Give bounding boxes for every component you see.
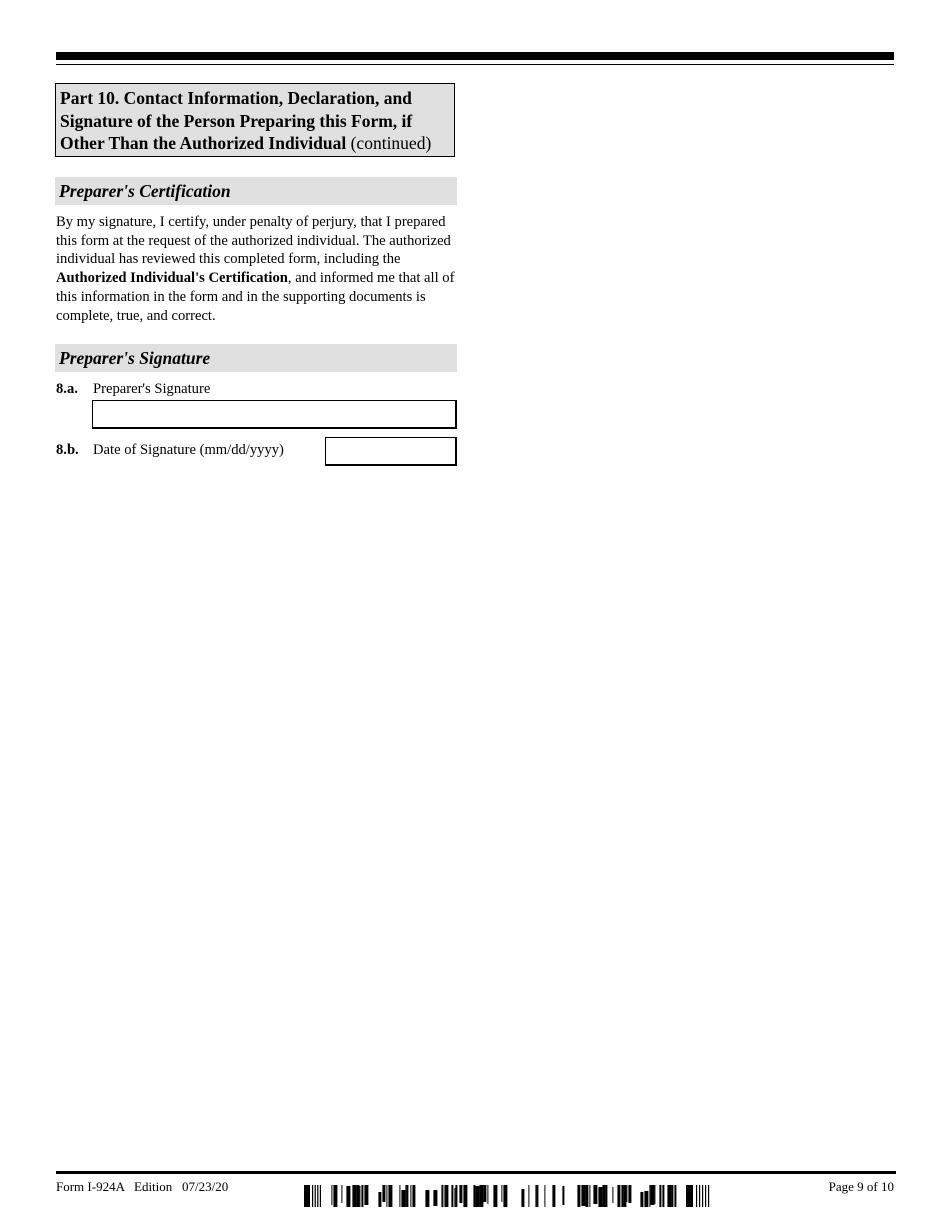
preparer-signature-heading: Preparer's Signature xyxy=(55,344,457,372)
form-edition: Form I-924A Edition 07/23/20 xyxy=(56,1179,229,1194)
item-8a-label: Preparer's Signature xyxy=(93,381,211,397)
certification-text-bold: Authorized Individual's Certification xyxy=(56,270,288,287)
item-8b-label: Date of Signature (mm/dd/yyyy) xyxy=(93,442,284,458)
certification-text xyxy=(56,213,458,325)
preparer-certification-heading: Preparer's Certification xyxy=(55,177,457,205)
preparer-signature-field[interactable] xyxy=(92,400,457,429)
top-rule-thick xyxy=(56,52,894,60)
barcode-image xyxy=(304,1185,712,1207)
signature-date-field[interactable] xyxy=(325,437,457,466)
part-header xyxy=(55,83,455,157)
page-number: Page 9 of 10 xyxy=(828,1179,894,1194)
bottom-rule xyxy=(56,1171,896,1174)
top-rule-thin xyxy=(56,64,894,65)
part-header-title: Part 10. Contact Information, Declaration, and Signature of the Person Preparing this Form, if Other Than the Authorized Individual xyxy=(60,88,413,153)
item-8b-number: 8.b. xyxy=(56,442,79,458)
item-8a-number: 8.a. xyxy=(56,381,78,397)
certification-text-part1: By my signature, I certify, under penalty of perjury, that I prepared this form at the request of the authorized individual. The authorized individual has reviewed this completed form, including the xyxy=(56,214,451,268)
part-header-suffix: (continued) xyxy=(350,133,432,153)
certification-text-part2: , and informed me that all of this information in the form and in the supporting documents is complete, true, and correct. xyxy=(56,270,455,324)
